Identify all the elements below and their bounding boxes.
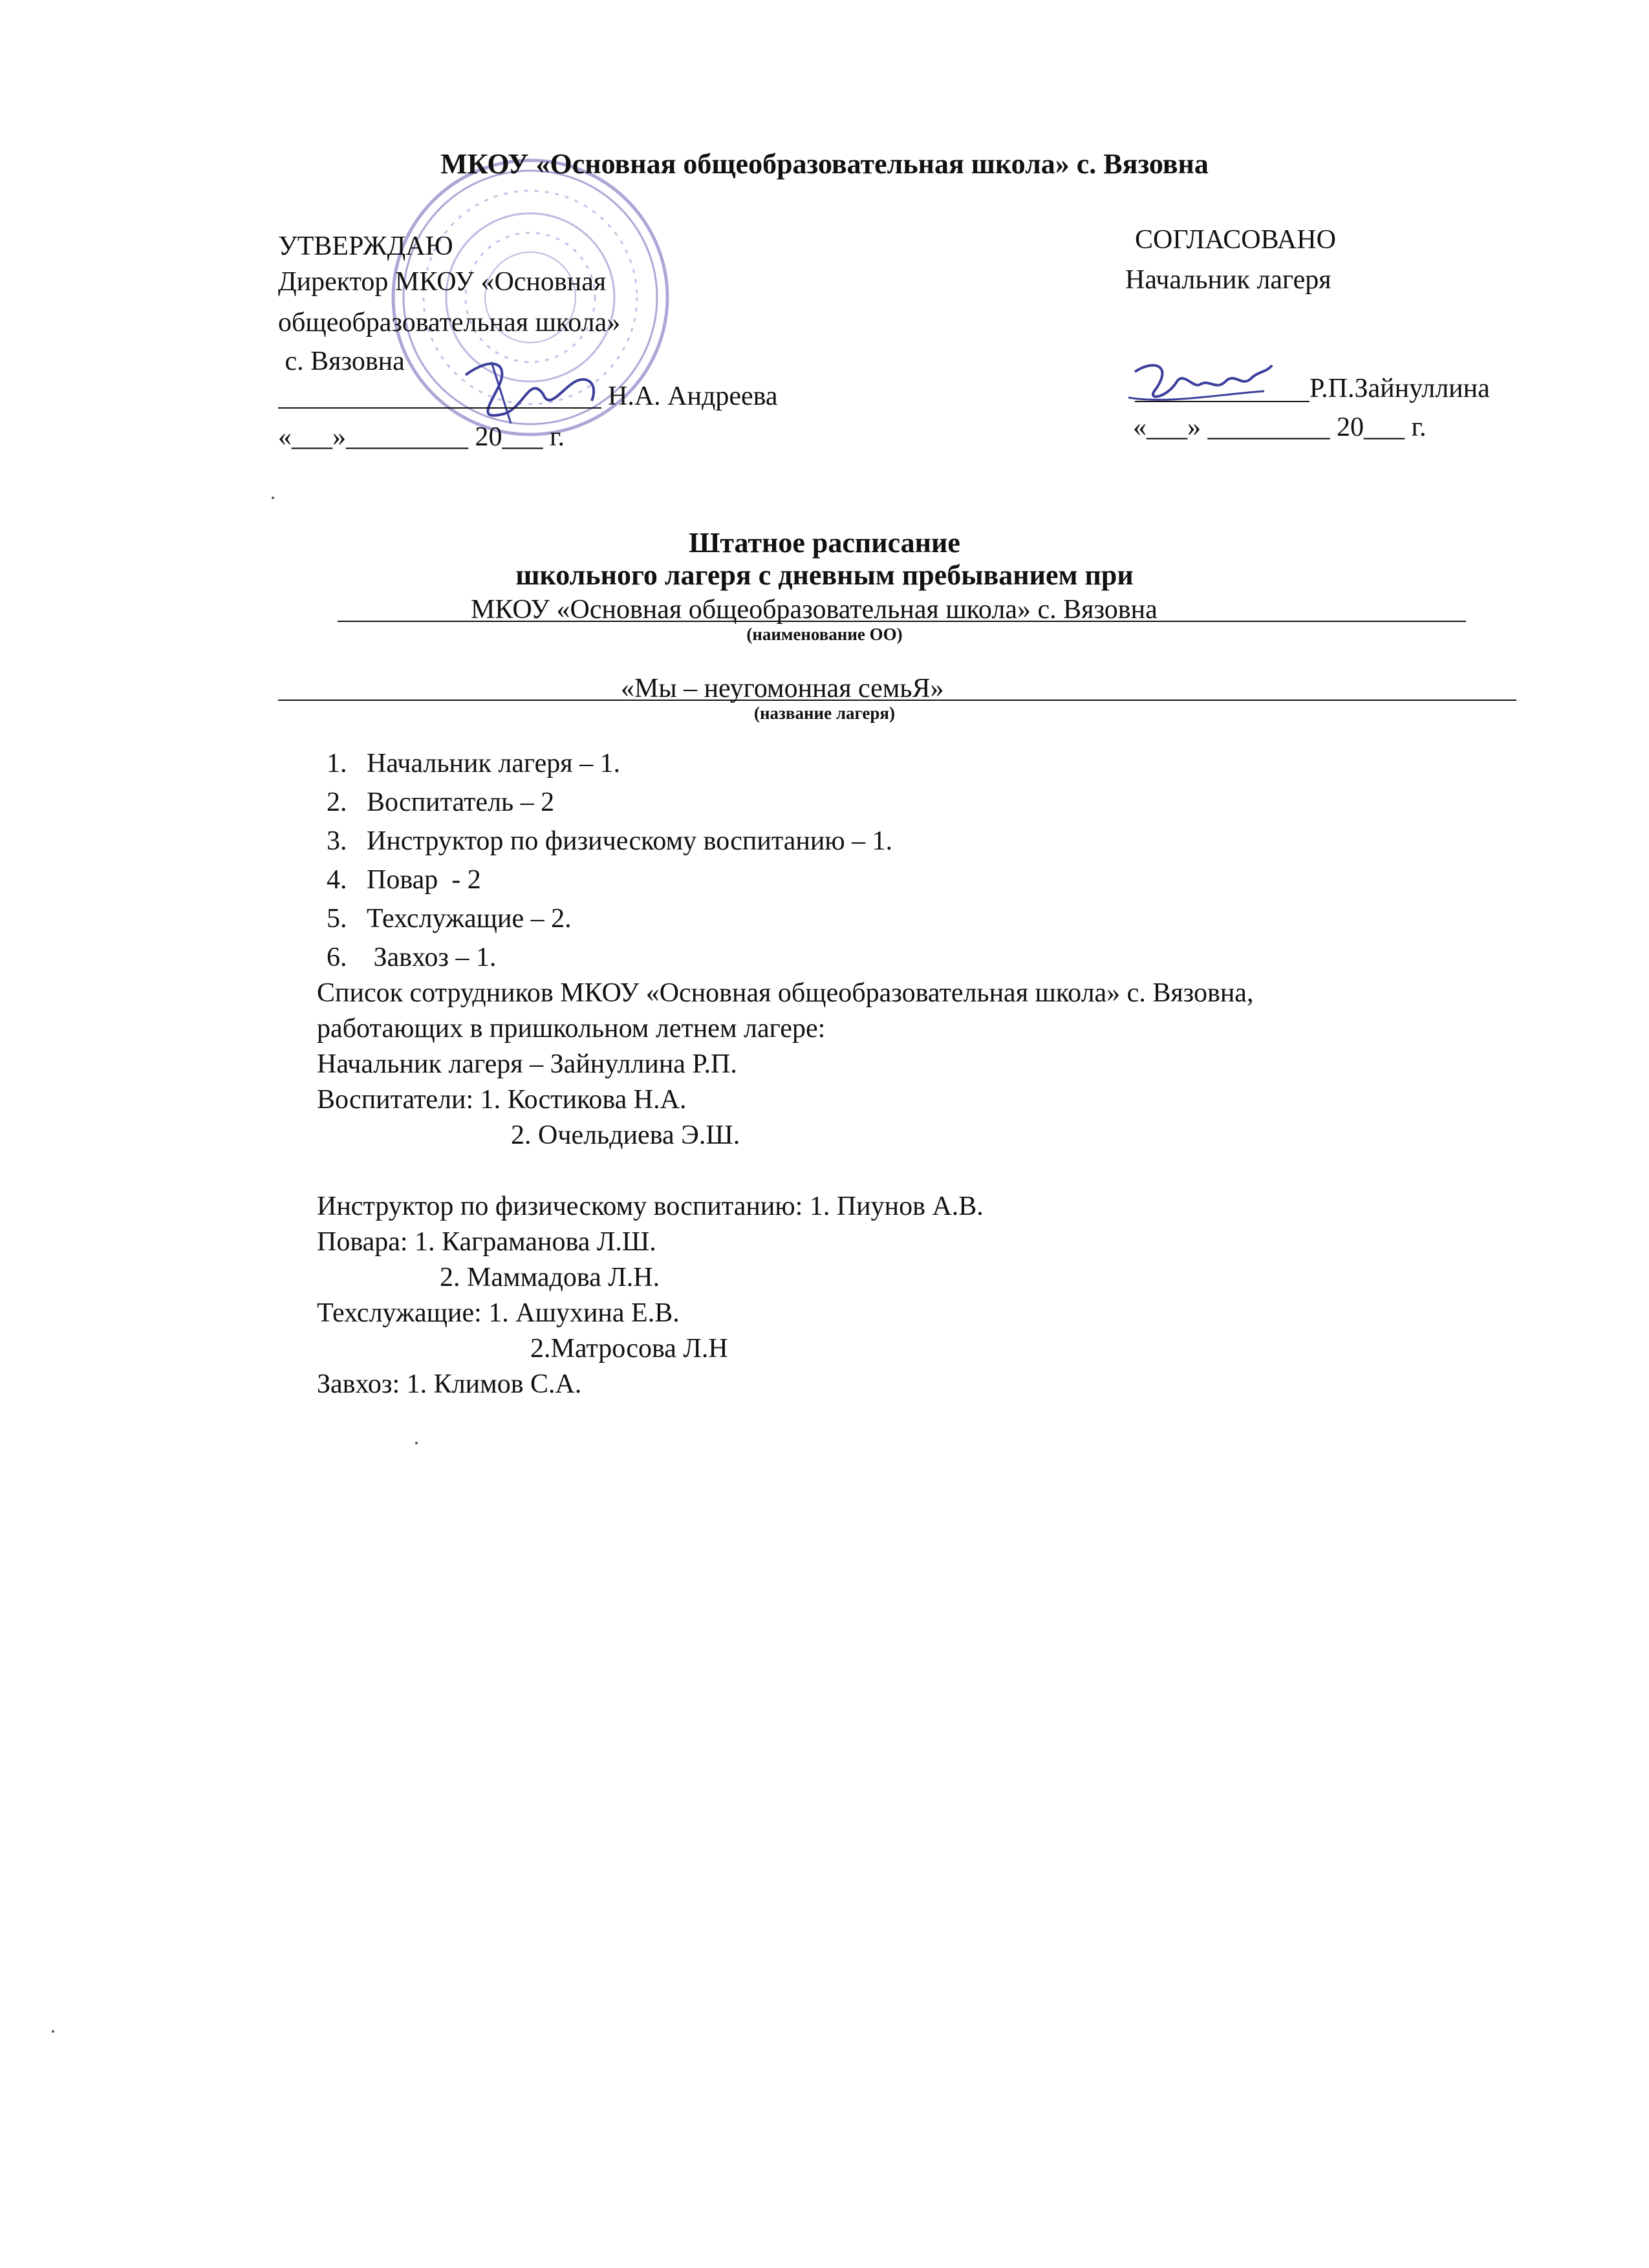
director-date-line: «___»_________ 20___ г. <box>278 422 565 452</box>
position-item <box>327 944 497 971</box>
position-number: 6. <box>327 943 347 972</box>
schedule-subtitle: школьного лагеря с дневным пребыванием при <box>515 559 1134 591</box>
position-item <box>327 905 572 932</box>
school-title: МКОУ «Основная общеобразовательная школа» с. Вязовна <box>440 148 1209 180</box>
position-number: 5. <box>327 904 347 934</box>
camp-head-name: Р.П.Зайнуллина <box>1310 374 1490 403</box>
staff-intro-line2: работающих в пришкольном летнем лагере: <box>317 1014 826 1043</box>
position-number: 4. <box>327 865 347 895</box>
director-signature <box>453 349 608 433</box>
position-text: Воспитатель – 2 <box>367 787 555 817</box>
staff-tech-2: 2.Матросова Л.Н <box>530 1334 728 1364</box>
org-name-caption: (наименование ОО) <box>746 625 903 644</box>
staff-tech-1: Техслужащие: 1. Ашухина Е.В. <box>317 1298 680 1328</box>
position-number: 1. <box>327 749 347 778</box>
schedule-title: Штатное расписание <box>689 527 960 559</box>
camp-head-title: Начальник лагеря <box>1125 265 1331 295</box>
scan-speck <box>415 1442 418 1444</box>
staff-supply: Завхоз: 1. Климов С.А. <box>317 1369 582 1399</box>
position-text: Завхоз – 1. <box>367 943 497 972</box>
position-text: Начальник лагеря – 1. <box>367 749 621 778</box>
director-signature-line <box>278 407 601 409</box>
staff-intro-line1: Список сотрудников МКОУ «Основная общеобразовательная школа» с. Вязовна, <box>317 978 1254 1008</box>
position-item <box>327 789 554 816</box>
scan-speck <box>52 2030 54 2033</box>
staff-educators-2: 2. Очельдиева Э.Ш. <box>511 1120 740 1150</box>
staff-educators-1: Воспитатели: 1. Костикова Н.А. <box>317 1085 687 1115</box>
camp-head-signature-line <box>1135 401 1310 402</box>
camp-name-caption: (название лагеря) <box>754 703 895 723</box>
staff-cooks-2: 2. Маммадова Л.Н. <box>440 1263 660 1292</box>
position-text: Техслужащие – 2. <box>367 904 572 934</box>
camp-name: «Мы – неугомонная семьЯ» <box>621 674 944 703</box>
staff-instructor: Инструктор по физическому воспитанию: 1. Пиунов А.В. <box>317 1192 984 1221</box>
position-item <box>327 866 481 893</box>
director-title-line2: общеобразовательная школа» <box>278 308 621 337</box>
position-text: Инструктор по физическому воспитанию – 1. <box>367 826 893 856</box>
director-name: Н.А. Андреева <box>608 381 778 411</box>
scan-speck <box>272 497 274 499</box>
position-number: 3. <box>327 826 347 856</box>
director-title-line3: с. Вязовна <box>278 347 405 376</box>
agree-heading: СОГЛАСОВАНО <box>1135 225 1336 255</box>
position-item <box>327 750 620 777</box>
position-item <box>327 828 892 855</box>
staff-cooks-1: Повара: 1. Каграманова Л.Ш. <box>317 1227 656 1257</box>
position-text: Повар - 2 <box>367 865 481 895</box>
position-number: 2. <box>327 787 347 817</box>
staff-camp-head: Начальник лагеря – Зайнуллина Р.П. <box>317 1049 737 1079</box>
camp-head-date-line: «___» _________ 20___ г. <box>1133 412 1427 442</box>
org-name: МКОУ «Основная общеобразовательная школа» с. Вязовна <box>471 595 1158 625</box>
director-title-line1: Директор МКОУ «Основная <box>278 267 607 297</box>
approve-heading: УТВЕРЖДАЮ <box>278 231 453 261</box>
